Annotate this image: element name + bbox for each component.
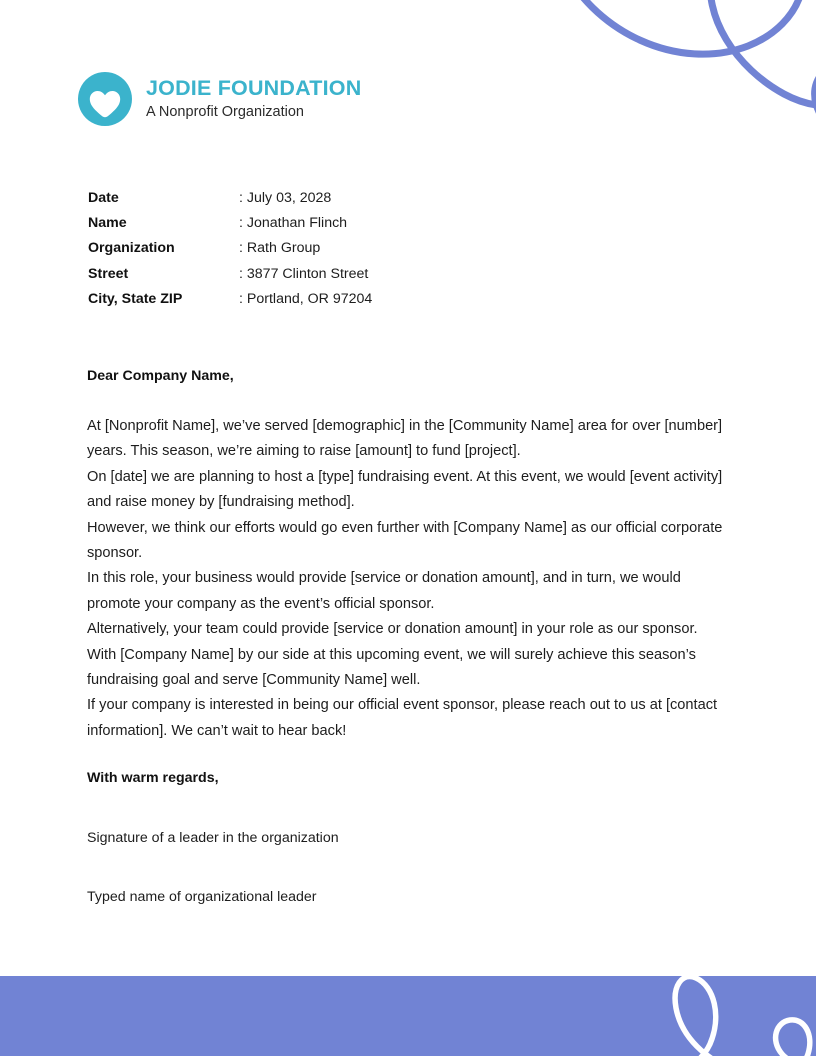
field-text-organization: Rath Group: [246, 240, 321, 257]
field-label-organization: Organization: [88, 240, 175, 257]
field-label-date: Date: [88, 190, 119, 206]
body-paragraph-1: At [Nonprofit Name], we’ve served [demographic] in the [Community Name] area for over [number] years. This season, we’re aiming to raise [amount] to fund [project].: [87, 418, 723, 460]
field-row-date: [88, 190, 648, 215]
field-value-date: [239, 190, 331, 206]
field-row-street: [88, 266, 648, 291]
field-value-name: [239, 215, 347, 231]
letterhead-text: [146, 76, 361, 122]
field-text-date: July 03, 2028: [246, 190, 332, 206]
body-paragraph-5: Alternatively, your team could provide [service or donation amount] in your role as our sponsor.: [87, 621, 698, 638]
closing-salutation: With warm regards,: [87, 770, 219, 787]
signature-placeholder: Signature of a leader in the organization: [87, 830, 339, 847]
field-value-organization: [239, 240, 320, 256]
field-text-name: Jonathan Flinch: [246, 215, 348, 232]
field-value-street: [239, 266, 368, 282]
field-text-street: 3877 Clinton Street: [246, 265, 369, 282]
organization-tagline: A Nonprofit Organization: [146, 104, 304, 121]
footer-band: [0, 976, 816, 1056]
heart-in-circle-icon: [78, 72, 132, 126]
salutation: Dear Company Name,: [87, 368, 234, 384]
field-separator: :: [239, 265, 243, 282]
field-separator: :: [239, 240, 243, 257]
field-text-city-state-zip: Portland, OR 97204: [246, 290, 373, 307]
decorative-swirl-footer: [648, 976, 816, 1056]
organization-name: JODIE FOUNDATION: [146, 76, 362, 101]
letter-body: [87, 368, 727, 905]
field-row-name: [88, 215, 648, 240]
field-label-city-state-zip: City, State ZIP: [88, 290, 183, 307]
field-row-city-state-zip: [88, 291, 648, 316]
field-value-city-state-zip: [239, 291, 372, 307]
body-paragraph-6: With [Company Name] by our side at this upcoming event, we will surely achieve this season’s fundraising goal and serve [Community Name] well.: [87, 646, 696, 689]
recipient-details: [88, 190, 648, 316]
field-row-organization: [88, 240, 648, 265]
field-label-street: Street: [88, 265, 129, 282]
decorative-swirl-top-right: [552, 0, 816, 172]
field-separator: :: [239, 215, 243, 232]
body-paragraph-3: However, we think our efforts would go even further with [Company Name] as our official corporate sponsor.: [87, 519, 723, 562]
field-separator: :: [239, 190, 243, 206]
letterhead: [78, 72, 361, 126]
body-paragraph-4: In this role, your business would provide [service or donation amount], and in turn, we would promote your company as the event’s official sponsor.: [87, 570, 681, 612]
field-separator: :: [239, 290, 243, 307]
body-paragraph-7: If your company is interested in being our official event sponsor, please reach out to us at [contact information]. We can’t wait to hear back!: [87, 697, 718, 739]
typed-name-placeholder: Typed name of organizational leader: [87, 889, 317, 906]
body-paragraph-2: On [date] we are planning to host a [type] fundraising event. At this event, we would [event activity] and raise money by [fundraising method].: [87, 468, 723, 511]
field-label-name: Name: [88, 215, 127, 232]
